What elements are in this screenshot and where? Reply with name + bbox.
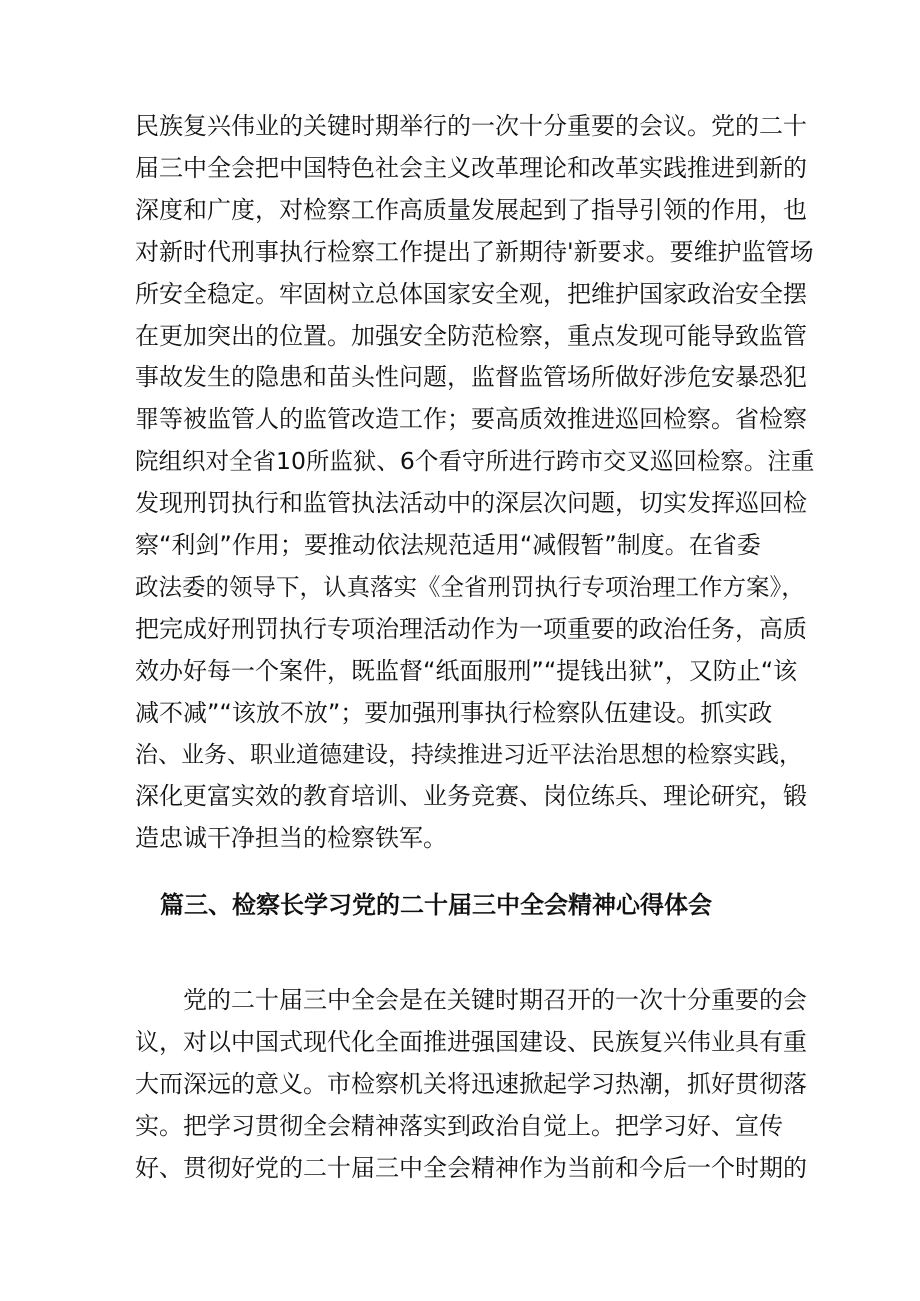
paragraph-line: 议，对以中国式现代化全面推进强国建设、民族复兴伟业具有重 (135, 1027, 807, 1056)
section-heading: 篇三、检察长学习党的二十届三中全会精神心得体会 (160, 891, 712, 919)
paragraph-line: 所安全稳定。牢固树立总体国家安全观，把维护国家政治安全摆 (135, 279, 807, 308)
paragraph-line: 大而深远的意义。市检察机关将迅速掀起学习热潮，抓好贯彻落 (135, 1069, 807, 1098)
paragraph-line: 对新时代刑事执行检察工作提出了新期待'新要求。要维护监管场 (135, 237, 814, 266)
paragraph-line: 院组织对全省10所监狱、6个看守所进行跨市交叉巡回检察。注重 (135, 447, 815, 476)
paragraph-line: 发现刑罚执行和监管执法活动中的深层次问题，切实发挥巡回检 (135, 489, 807, 518)
paragraph-line: 民族复兴伟业的关键时期举行的一次十分重要的会议。党的二十 (135, 112, 807, 140)
paragraph-line: 减不减”“该放不放”；要加强刑事执行检察队伍建设。抓实政 (135, 698, 773, 727)
paragraph-line: 届三中全会把中国特色社会主义改革理论和改革实践推进到新的 (135, 153, 807, 182)
paragraph-line: 把完成好刑罚执行专项治理活动作为一项重要的政治任务，高质 (135, 614, 807, 643)
paragraph-line: 党的二十届三中全会是在关键时期召开的一次十分重要的会 (183, 986, 807, 1014)
paragraph-line: 深度和广度，对检察工作高质量发展起到了指导引领的作用，也 (135, 195, 807, 224)
paragraph-line: 察“利剑”作用；要推动依法规范适用“减假暂”制度。在省委 (135, 531, 761, 559)
paragraph-line: 政法委的领导下，认真落实《全省刑罚执行专项治理工作方案》， (135, 572, 805, 601)
paragraph-line: 实。把学习贯彻全会精神落实到政治自觉上。把学习好、宣传 (135, 1111, 783, 1140)
paragraph-line: 好、贯彻好党的二十届三中全会精神作为当前和今后一个时期的 (135, 1153, 807, 1182)
paragraph-line: 事故发生的隐患和苗头性问题，监督监管场所做好涉危安暴恐犯 (135, 363, 807, 392)
paragraph-line: 效办好每一个案件，既监督“纸面服刑”“提钱出狱”，又防止“该 (135, 656, 798, 685)
paragraph-line: 深化更富实效的教育培训、业务竞赛、岗位练兵、理论研究，锻 (135, 782, 807, 811)
paragraph-line: 罪等被监管人的监管改造工作；要高质效推进巡回检察。省检察 (135, 405, 807, 434)
paragraph-line: 治、业务、职业道德建设，持续推进习近平法治思想的检察实践， (135, 741, 802, 768)
paragraph-line: 造忠诚干净担当的检察铁军。 (135, 824, 447, 853)
paragraph-line: 在更加突出的位置。加强安全防范检察，重点发现可能导致监管 (135, 321, 807, 350)
